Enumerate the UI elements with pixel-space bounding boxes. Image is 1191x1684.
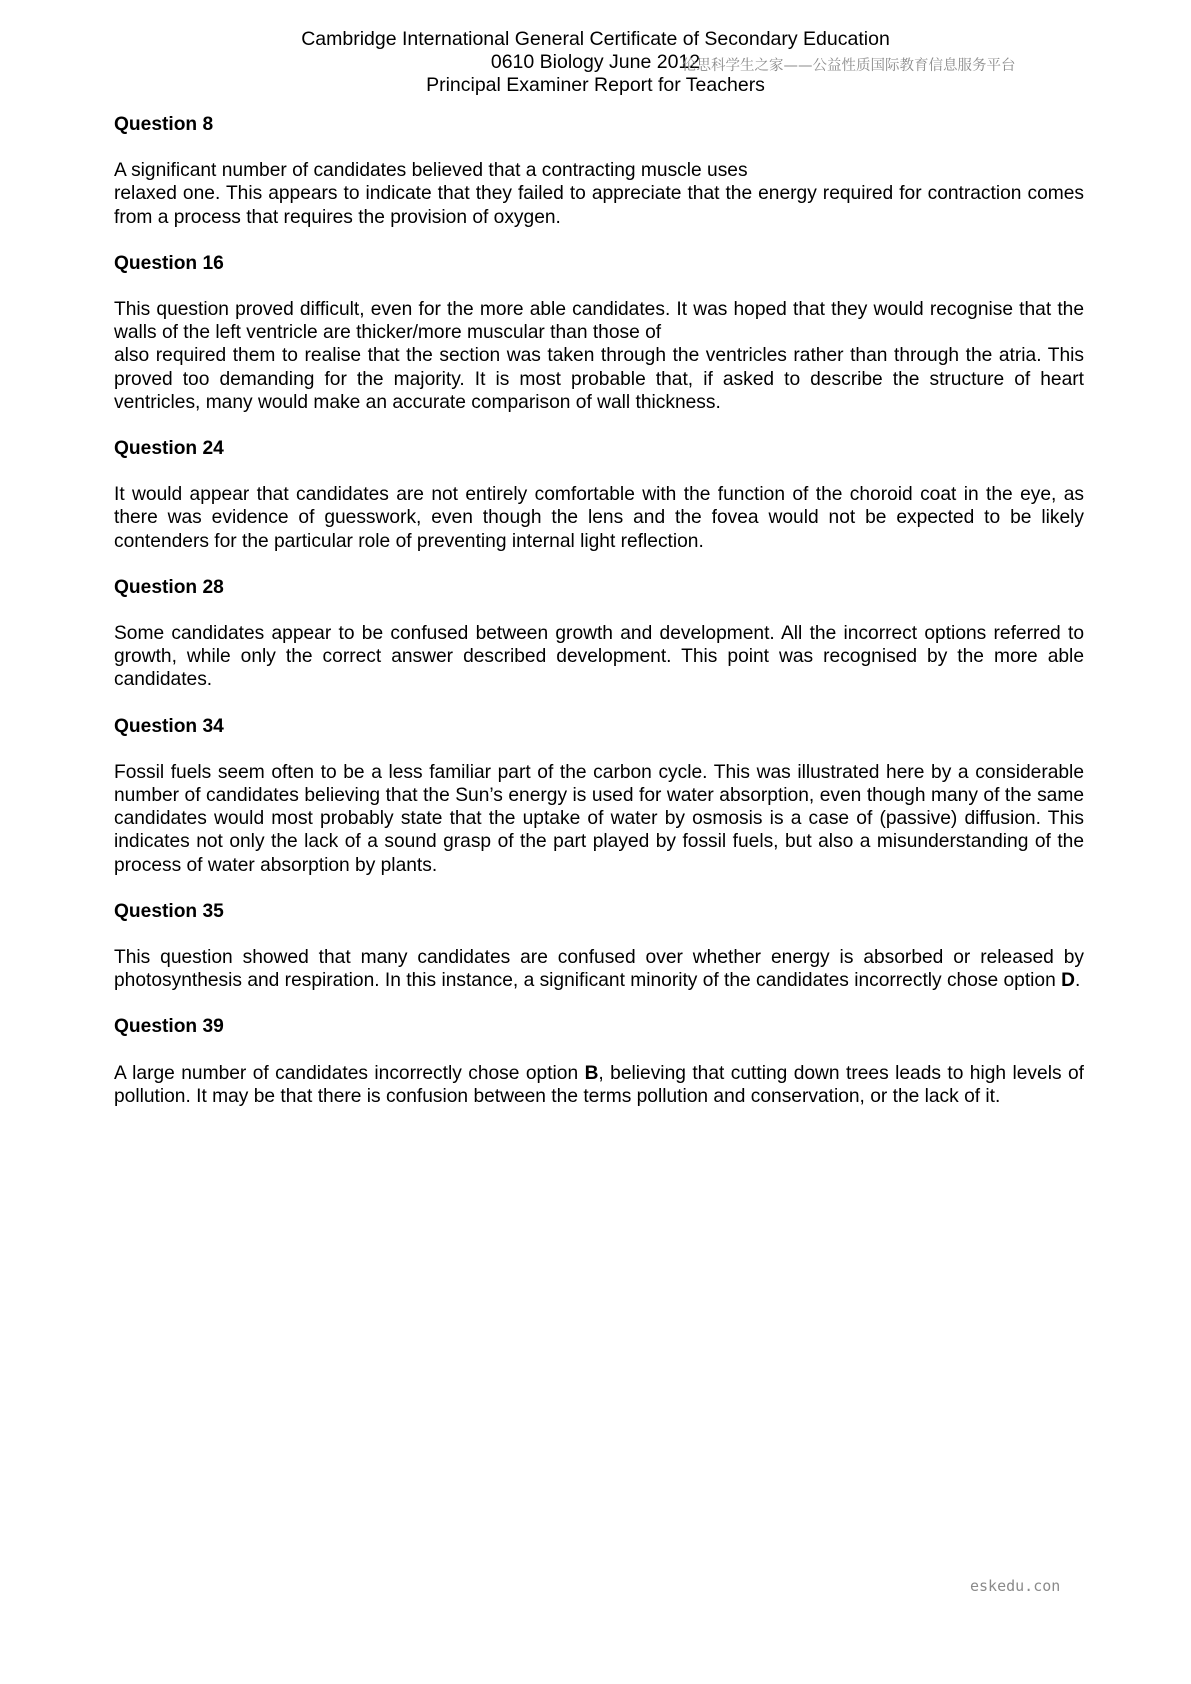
question-heading: Question 39	[114, 1016, 224, 1038]
question-text-part: This question showed that many candidates are confused over whether energy is absorbed or released by photosynthesis and respiration. In this instance, a significant minority of the candidates incorrectly chose option	[114, 947, 1084, 992]
answer-option-bold: B	[584, 1062, 599, 1084]
answer-option-bold: D	[1061, 970, 1075, 992]
question-text	[114, 159, 1084, 229]
question-text-line: relaxed one. This appears to indicate that they failed to appreciate that the energy required for contraction comes from a process that requires the provision of oxygen.	[114, 183, 1084, 228]
header-line-3: Principal Examiner Report for Teachers	[426, 74, 765, 96]
question-text-part: .	[1074, 970, 1081, 992]
question-text	[114, 1062, 1084, 1108]
question-39	[114, 1015, 1084, 1108]
header-line-1: Cambridge International General Certificate of Secondary Education	[301, 28, 890, 50]
question-8	[114, 113, 1084, 229]
question-heading: Question 16	[114, 252, 224, 274]
question-24	[114, 437, 1084, 553]
question-text	[114, 946, 1084, 992]
question-heading: Question 8	[114, 114, 214, 135]
question-text-line: This question proved difficult, even for the more able candidates. It was hoped that they would recognise that the walls of the left ventricle are thicker/more muscular than those of	[114, 299, 1084, 344]
question-heading: Question 35	[114, 900, 224, 922]
report-content	[114, 113, 1084, 1131]
question-text	[114, 298, 1084, 414]
question-16	[114, 252, 1084, 414]
question-heading: Question 34	[114, 715, 224, 737]
question-text-line: also required them to realise that the section was taken through the ventricles rather than through the atria. This proved too demanding for the majority. It is most probable that, if asked to describe the structure of heart ventricles, many would make an accurate comparison of wall thickness.	[114, 345, 1084, 413]
watermark-bottom: eskedu.con	[970, 1577, 1061, 1595]
question-text-part: A large number of candidates incorrectly chose option	[114, 1062, 585, 1084]
question-text-line: It would appear that candidates are not entirely comfortable with the function of the choroid coat in the eye, as there was evidence of guesswork, even though the lens and the fovea would not be expected to be likely contenders for the particular role of preventing internal light reflection.	[114, 484, 1084, 552]
question-text	[114, 761, 1084, 877]
question-text	[114, 483, 1084, 553]
question-34	[114, 715, 1084, 877]
question-text-part: , believing that cutting down trees leads to high levels of pollution. It may be that there is confusion between the terms pollution and conservation, or the lack of it.	[114, 1062, 1084, 1107]
question-heading: Question 28	[114, 576, 224, 598]
watermark-top: 伦思科学生之家——公益性质国际教育信息服务平台	[682, 58, 1016, 74]
header-line-2: 0610 Biology June 2012	[490, 51, 701, 73]
question-35	[114, 900, 1084, 993]
question-text	[114, 622, 1084, 692]
question-28	[114, 576, 1084, 692]
question-text-line: Some candidates appear to be confused between growth and development. All the incorrect options referred to growth, while only the correct answer described development. This point was recognised by the more able candidates.	[114, 623, 1084, 691]
question-heading: Question 24	[114, 438, 224, 460]
question-text-line: A significant number of candidates believed that a contracting muscle uses	[114, 160, 748, 182]
question-text-line: Fossil fuels seem often to be a less familiar part of the carbon cycle. This was illustrated here by a considerable number of candidates believing that the Sun’s energy is used for water absorption, even though many of the same candidates would most probably state that the uptake of water by osmosis is a case of (passive) diffusion. This indicates not only the lack of a sound grasp of the part played by fossil fuels, but also a misunderstanding of the process of water absorption by plants.	[114, 761, 1084, 876]
